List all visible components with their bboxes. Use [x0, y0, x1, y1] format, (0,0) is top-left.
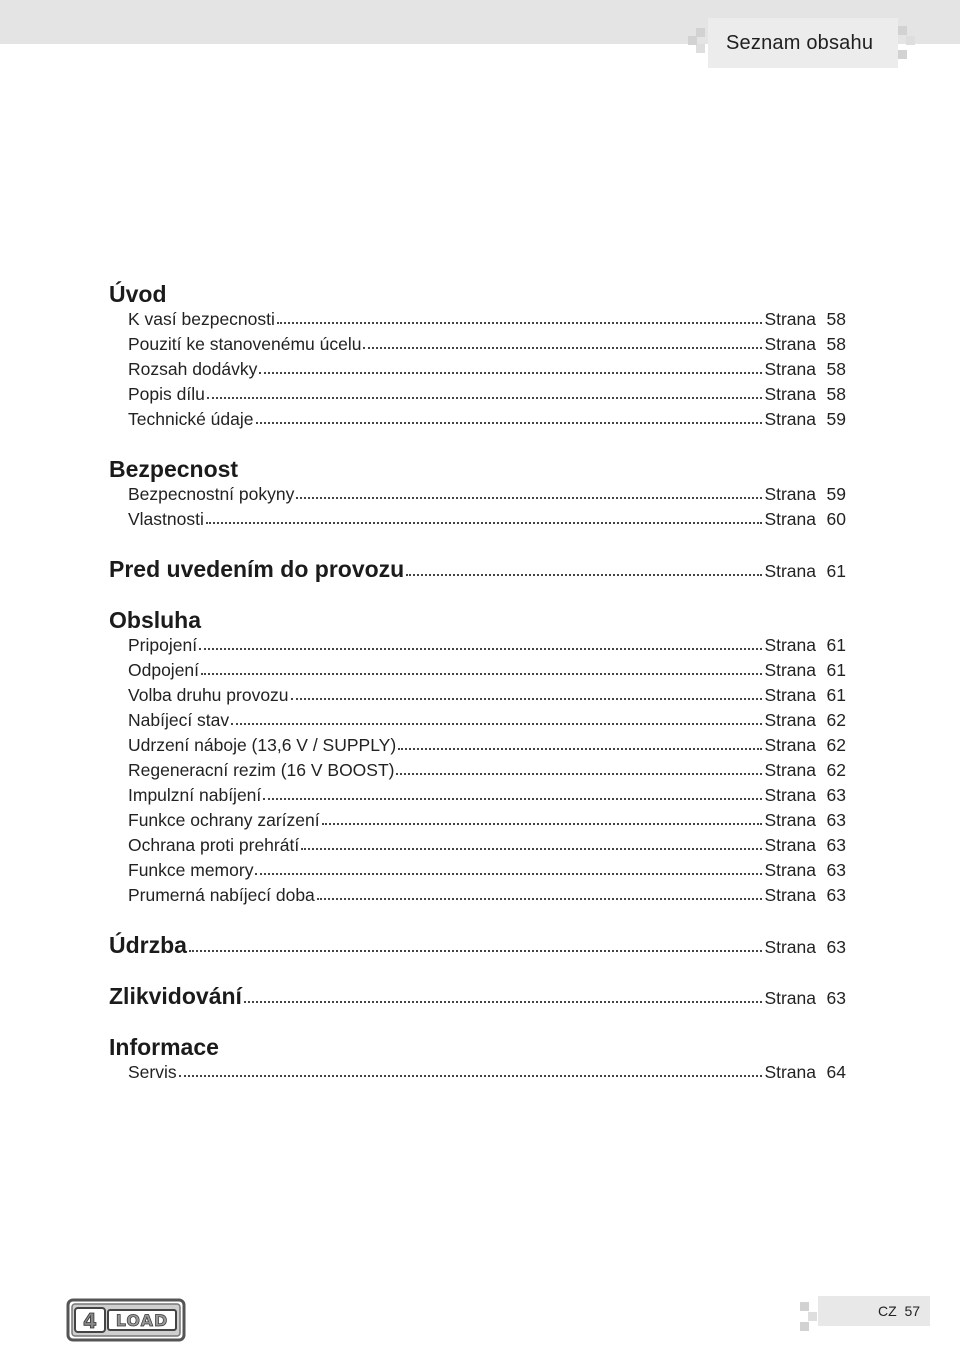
entry-page: 60	[826, 509, 846, 529]
dot-leader	[396, 769, 762, 775]
entry-label: Vlastnosti	[128, 509, 204, 529]
dot-leader	[291, 694, 763, 700]
entry-word: Strana	[764, 561, 816, 581]
entry-word: Strana	[764, 785, 816, 805]
header-title-box	[708, 18, 898, 68]
entry-word: Strana	[764, 835, 816, 855]
entry-label: K vasí bezpecnosti	[128, 309, 275, 329]
toc-entry[interactable]	[128, 309, 846, 331]
decor-square	[688, 36, 697, 45]
section-title-obsluha: Obsluha	[109, 607, 202, 633]
toc-entry[interactable]	[128, 359, 846, 381]
entry-page: 62	[826, 735, 846, 755]
toc-entry[interactable]	[128, 785, 846, 807]
section-title-uvod: Úvod	[109, 281, 167, 307]
decor-square	[898, 26, 907, 35]
entry-page: 61	[826, 685, 846, 705]
entry-page: 58	[826, 359, 846, 379]
svg-text:LOAD: LOAD	[115, 1311, 169, 1330]
entry-word: Strana	[764, 509, 816, 529]
entry-page: 62	[826, 760, 846, 780]
entry-word: Strana	[764, 660, 816, 680]
dot-leader	[322, 819, 763, 825]
dot-leader	[398, 744, 762, 750]
entry-page: 63	[826, 860, 846, 880]
entry-word: Strana	[764, 760, 816, 780]
entry-label: Údrzba	[109, 932, 187, 958]
entry-page: 63	[826, 810, 846, 830]
decor-square	[696, 28, 705, 37]
entry-page: 63	[826, 835, 846, 855]
dot-leader	[256, 418, 763, 424]
dot-leader	[244, 997, 763, 1003]
entry-word: Strana	[764, 409, 816, 429]
dot-leader	[201, 669, 762, 675]
decor-square	[800, 1322, 809, 1331]
toc-entry[interactable]	[128, 409, 846, 431]
entry-word: Strana	[764, 710, 816, 730]
entry-label: Pred uvedením do provozu	[109, 556, 405, 582]
entry-word: Strana	[764, 988, 816, 1008]
entry-label: Pripojení	[128, 635, 198, 655]
dot-leader	[296, 493, 762, 499]
entry-word: Strana	[764, 484, 816, 504]
decor-square	[808, 1312, 817, 1321]
toc-entry[interactable]	[128, 860, 846, 882]
entry-word: Strana	[764, 885, 816, 905]
decor-square	[898, 50, 907, 59]
entry-label: Nabíjecí stav	[128, 710, 230, 730]
page-title: Seznam obsahu	[726, 32, 874, 54]
entry-label: Funkce memory	[128, 860, 254, 880]
dot-leader	[301, 844, 762, 850]
svg-text:4: 4	[83, 1309, 97, 1333]
entry-label: Udrzení náboje (13,6 V / SUPPLY)	[128, 735, 397, 755]
entry-label: Prumerná nabíjecí doba	[128, 885, 315, 905]
entry-word: Strana	[764, 735, 816, 755]
toc-entry[interactable]	[128, 334, 846, 356]
entry-label: Popis dílu	[128, 384, 205, 404]
dot-leader	[363, 343, 762, 349]
entry-page: 61	[826, 561, 846, 581]
entry-word: Strana	[764, 860, 816, 880]
toc-entry[interactable]	[128, 885, 846, 907]
entry-word: Strana	[764, 635, 816, 655]
dot-leader	[189, 946, 762, 952]
entry-page: 63	[826, 785, 846, 805]
entry-label: Regeneracní rezim (16 V BOOST)	[128, 760, 395, 780]
toc-entry[interactable]	[128, 660, 846, 682]
entry-label: Technické údaje	[128, 409, 254, 429]
toc-main-entry[interactable]	[109, 983, 846, 1011]
entry-page: 61	[826, 660, 846, 680]
entry-word: Strana	[764, 810, 816, 830]
decor-square	[696, 44, 705, 53]
entry-word: Strana	[764, 685, 816, 705]
entry-label: Rozsah dodávky	[128, 359, 258, 379]
dot-leader	[255, 869, 762, 875]
dot-leader	[231, 719, 762, 725]
entry-page: 63	[826, 988, 846, 1008]
entry-label: Pouzití ke stanovenému úcelu	[128, 334, 362, 354]
entry-page: 63	[826, 937, 846, 957]
entry-page: 59	[826, 409, 846, 429]
toc-entry[interactable]	[128, 509, 846, 531]
dot-leader	[206, 518, 763, 524]
entry-label: Odpojení	[128, 660, 200, 680]
section-title-informace: Informace	[109, 1034, 219, 1060]
dot-leader	[406, 570, 762, 576]
toc-entry[interactable]	[128, 484, 846, 506]
entry-page: 64	[826, 1062, 846, 1082]
brand-logo	[66, 1298, 186, 1342]
entry-label: Ochrana proti prehrátí	[128, 835, 300, 855]
entry-label: Impulzní nabíjení	[128, 785, 262, 805]
page-number: CZ 57	[878, 1303, 921, 1319]
dot-leader	[179, 1071, 763, 1077]
dot-leader	[199, 644, 762, 650]
entry-page: 58	[826, 334, 846, 354]
dot-leader	[263, 794, 762, 800]
toc-entry[interactable]	[128, 735, 846, 757]
entry-page: 62	[826, 710, 846, 730]
toc-entry[interactable]	[128, 810, 846, 832]
entry-page: 63	[826, 885, 846, 905]
entry-page: 58	[826, 309, 846, 329]
entry-word: Strana	[764, 1062, 816, 1082]
toc-main-entry[interactable]	[109, 556, 846, 584]
dot-leader	[317, 894, 763, 900]
entry-word: Strana	[764, 309, 816, 329]
entry-page: 59	[826, 484, 846, 504]
entry-word: Strana	[764, 384, 816, 404]
dot-leader	[277, 318, 763, 324]
toc-main-entry[interactable]	[109, 932, 846, 960]
entry-label: Zlikvidování	[109, 983, 242, 1009]
section-title-bezpecnost: Bezpecnost	[109, 456, 239, 482]
entry-label: Volba druhu provozu	[128, 685, 289, 705]
toc-entry[interactable]	[128, 384, 846, 406]
dot-leader	[259, 368, 762, 374]
entry-label: Funkce ochrany zarízení	[128, 810, 320, 830]
entry-label: Bezpecnostní pokyny	[128, 484, 295, 504]
toc-entry[interactable]	[128, 760, 846, 782]
toc-entry[interactable]	[128, 1062, 846, 1084]
toc-entry[interactable]	[128, 635, 846, 657]
entry-page: 58	[826, 384, 846, 404]
decor-square	[906, 36, 915, 45]
dot-leader	[207, 393, 763, 399]
decor-square	[800, 1302, 809, 1311]
toc-entry[interactable]	[128, 835, 846, 857]
toc-entry[interactable]	[128, 685, 846, 707]
entry-page: 61	[826, 635, 846, 655]
entry-word: Strana	[764, 937, 816, 957]
entry-word: Strana	[764, 334, 816, 354]
entry-label: Servis	[128, 1062, 177, 1082]
toc-entry[interactable]	[128, 710, 846, 732]
entry-word: Strana	[764, 359, 816, 379]
